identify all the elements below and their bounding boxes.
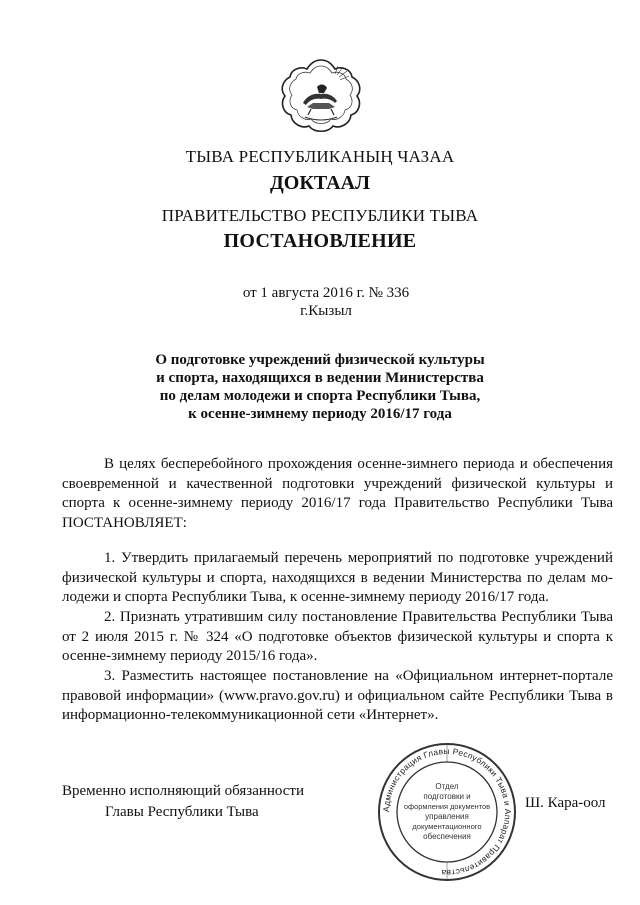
header-tyva-republic: ТЫВА РЕСПУБЛИКАНЫҢ ЧАЗАА (185, 147, 455, 166)
tyva-emblem (277, 57, 365, 135)
text-line: В целях бесперебойного прохождения осенне-зимнего периода и обеспечения (104, 456, 613, 472)
signatory-name: Ш. Кара-оол (525, 795, 606, 811)
title-line: О подготовке учреждений физической культуры (155, 352, 485, 368)
stamp-inner-line: обеспечения (423, 832, 471, 841)
text-line: 2. Признать утратившим силу постановление Правительства Республики Тыва (104, 609, 613, 625)
clause-1 (62, 549, 613, 608)
header-postanovlenie: ПОСТАНОВЛЕНИЕ (223, 230, 417, 252)
document-title (0, 351, 640, 423)
text-line: информационно-телекоммуникационной сети «Интернет». (62, 707, 439, 724)
document-city: г.Кызыл (300, 303, 352, 319)
official-stamp (376, 741, 518, 883)
stamp-inner-line: Отдел (435, 782, 459, 791)
title-line: к осенне-зимнему периоду 2016/17 года (188, 406, 452, 422)
stamp-inner-line: управления (425, 812, 469, 821)
text-line: физической культуры и спорта, находящихся в ведении Министерства по делам мо- (62, 569, 613, 586)
title-line: и спорта, находящихся в ведении Министерства (156, 370, 484, 386)
header-doktaal: ДОКТААЛ (270, 172, 370, 194)
text-line: ПОСТАНОВЛЯЕТ: (62, 514, 187, 531)
stamp-inner-line: документационного (412, 822, 482, 831)
text-line: лодежи и спорта Республики Тыва, к осенне-зимнему периоду 2016/17 года. (62, 589, 549, 606)
stamp-ring-text: Администрация Главы Республики Тыва и Аппарат Правительства (380, 745, 514, 879)
text-line: 3. Разместить настоящее постановление на «Официальном интернет-портале (104, 668, 613, 684)
text-line: 1. Утвердить прилагаемый перечень мероприятий по подготовке учреждений (104, 550, 613, 566)
stamp-inner-line: оформления документов (403, 802, 491, 811)
text-line: своевременной и качественной подготовки учреждений физической культуры и (62, 475, 613, 492)
text-line: осенне-зимнему периоду 2015/16 года». (62, 648, 318, 665)
clause-2 (62, 608, 613, 667)
header-government: ПРАВИТЕЛЬСТВО РЕСПУБЛИКИ ТЫВА (161, 206, 479, 225)
signatory-position-line: Временно исполняющий обязанности (62, 783, 305, 799)
document-date-number: от 1 августа 2016 г. № 336 (242, 285, 410, 301)
text-line: спорта к осенне-зимнему периоду 2016/17 года Правительство Республики Тыва (62, 495, 613, 512)
text-line: правовой информации» (www.pravo.gov.ru) и официальном сайте Республики Тыва в (62, 687, 613, 704)
signatory-position (62, 781, 304, 823)
signatory-position-line: Главы Республики Тыва (105, 804, 259, 820)
clause-3 (62, 667, 613, 726)
stamp-inner-line: подготовки и (423, 792, 471, 801)
text-line: от 2 июля 2015 г. № 324 «О подготовке объектов физической культуры и спорта к (62, 628, 613, 645)
title-line: по делам молодежи и спорта Республики Тыва, (159, 388, 481, 404)
preamble-paragraph (62, 455, 613, 533)
